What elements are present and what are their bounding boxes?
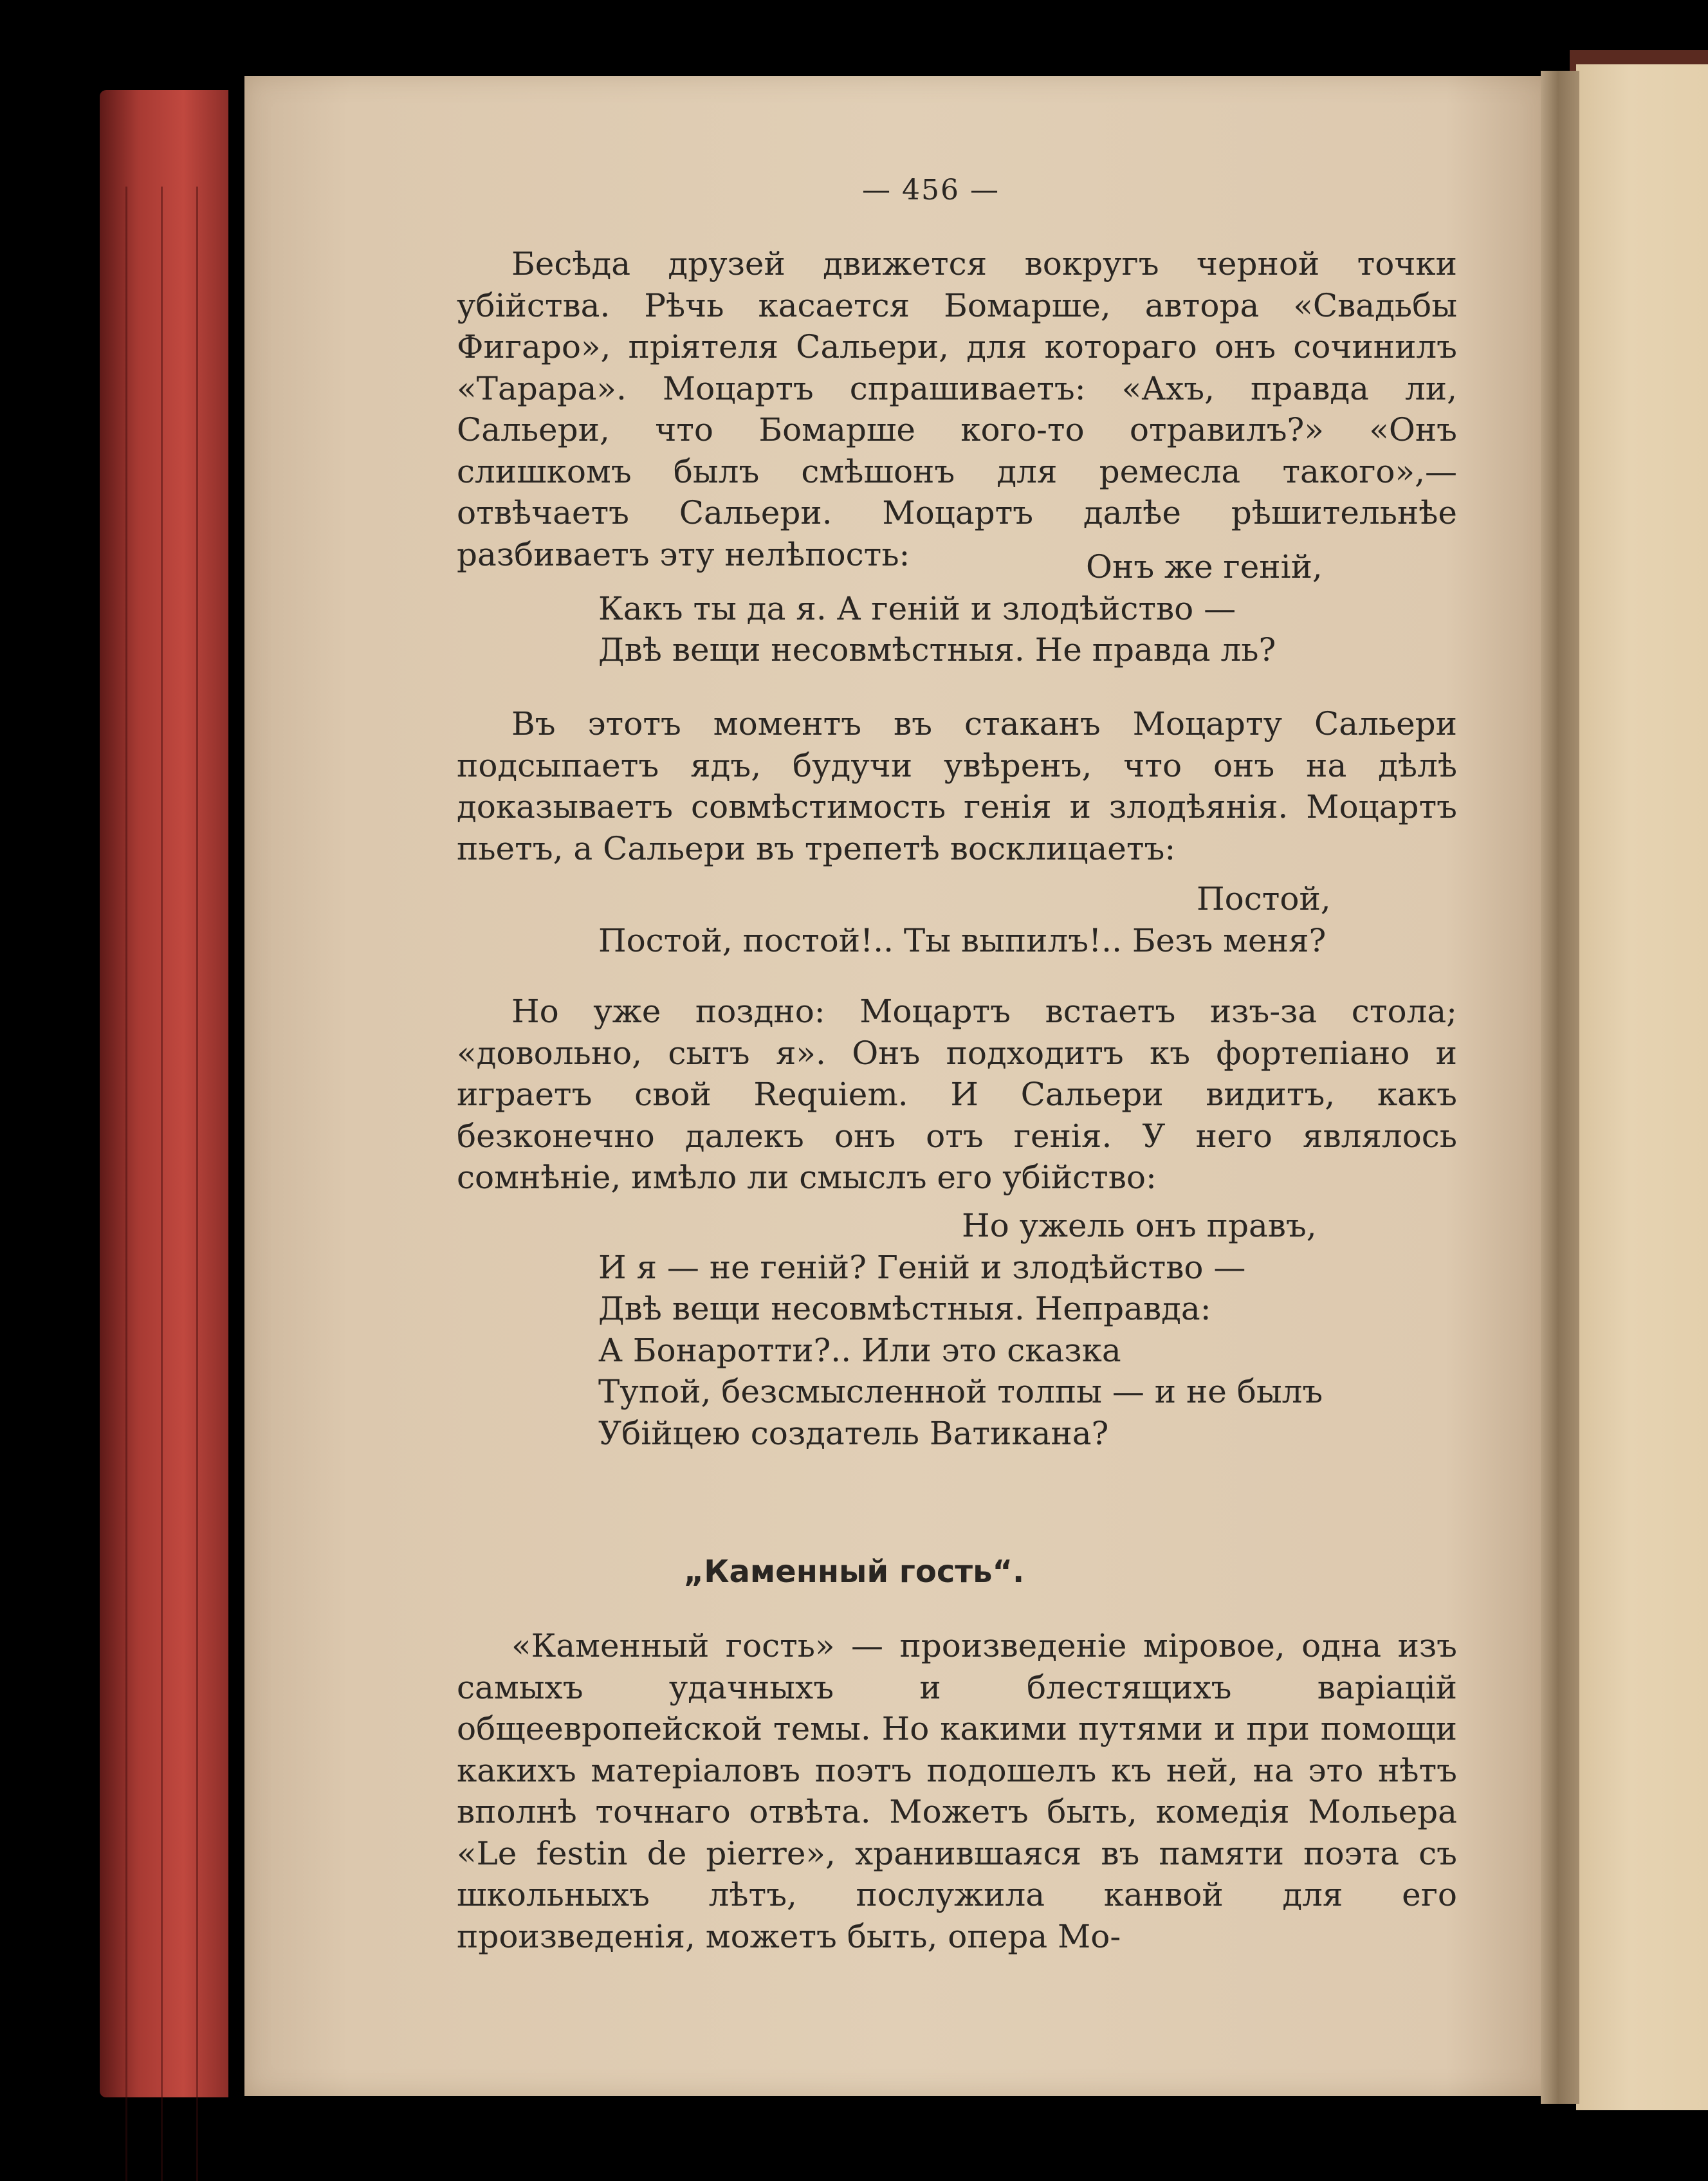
verse-line: Постой, постой!.. Ты выпилъ!.. Безъ меня? bbox=[598, 921, 1327, 959]
section-heading: „Каменный гость“. bbox=[683, 1554, 1025, 1590]
paragraph-4-text: «Каменный гость» — произведеніе міровое, одна изъ самыхъ удачныхъ и блестящихъ варіацій общеевропейской темы. Но какими путями и при помощи какихъ матеріаловъ поэтъ подошелъ къ ней, на это нѣтъ вполнѣ точнаго отвѣта. Можетъ быть, комедія Мольера «Le festin de pierre», хранившаяся въ памяти поэта съ школьныхъ лѣтъ, послужила канвой для его произведенія, можетъ быть, опера Мо- bbox=[457, 1627, 1457, 1955]
page-number: — 456 — bbox=[862, 174, 1000, 207]
edge-line bbox=[161, 187, 163, 2181]
paragraph-4 bbox=[457, 1625, 1457, 1957]
paragraph-2-text: Въ этотъ моментъ въ стаканъ Моцарту Сальери подсыпаетъ ядъ, будучи увѣренъ, что онъ на дѣлѣ доказываетъ совмѣстимость генія и злодѣянія. Моцартъ пьетъ, а Сальери въ трепетѣ восклицаетъ: bbox=[457, 705, 1457, 867]
edge-line bbox=[196, 187, 198, 2181]
verse-line: Убійцею создатель Ватикана? bbox=[598, 1414, 1109, 1452]
verse-line: Какъ ты да я. А геній и злодѣйство — bbox=[598, 589, 1236, 627]
paragraph-2 bbox=[457, 703, 1457, 869]
verse-line: Но ужель онъ правъ, bbox=[962, 1207, 1317, 1244]
verse-line: Онъ же геній, bbox=[1086, 548, 1323, 585]
verse-line: Постой, bbox=[1197, 880, 1331, 917]
next-page bbox=[1576, 64, 1708, 2110]
verse-2 bbox=[598, 878, 1331, 961]
paragraph-3 bbox=[457, 991, 1457, 1199]
paragraph-1 bbox=[457, 243, 1457, 575]
paragraph-1-text: Бесѣда друзей движется вокругъ черной точки убійства. Рѣчь касается Бомарше, автора «Свадьбы Фигаро», пріятеля Сальери, для котораго онъ сочинилъ «Тарара». Моцартъ спрашиваетъ: «Ахъ, правда ли, Сальери, что Бомарше кого-то отравилъ?» «Онъ слишкомъ былъ смѣшонъ для ремесла такого»,—отвѣчаетъ Сальери. Моцартъ далѣе рѣшительнѣе разбиваетъ эту нелѣпость: bbox=[457, 245, 1457, 573]
verse-line: И я — не геній? Геній и злодѣйство — bbox=[598, 1248, 1246, 1286]
verse-line: Тупой, безсмысленной толпы — и не былъ bbox=[598, 1373, 1323, 1410]
verse-line: Двѣ вещи несовмѣстныя. Неправда: bbox=[598, 1290, 1211, 1327]
verse-line: А Бонаротти?.. Или это сказка bbox=[598, 1331, 1121, 1369]
paragraph-3-text: Но уже поздно: Моцартъ встаетъ изъ-за стола; «довольно, сытъ я». Онъ подходитъ къ фортепіано и играетъ свой Requiem. И Сальери видитъ, какъ безконечно далекъ онъ отъ генія. У него являлось сомнѣніе, имѣло ли смыслъ его убійство: bbox=[457, 993, 1457, 1196]
book-gutter bbox=[1541, 71, 1579, 2104]
page-edges bbox=[100, 90, 228, 2097]
verse-line: Двѣ вещи несовмѣстныя. Не правда ль? bbox=[598, 631, 1276, 668]
edge-line bbox=[125, 187, 127, 2181]
verse-1 bbox=[598, 546, 1323, 671]
verse-3 bbox=[598, 1205, 1323, 1454]
